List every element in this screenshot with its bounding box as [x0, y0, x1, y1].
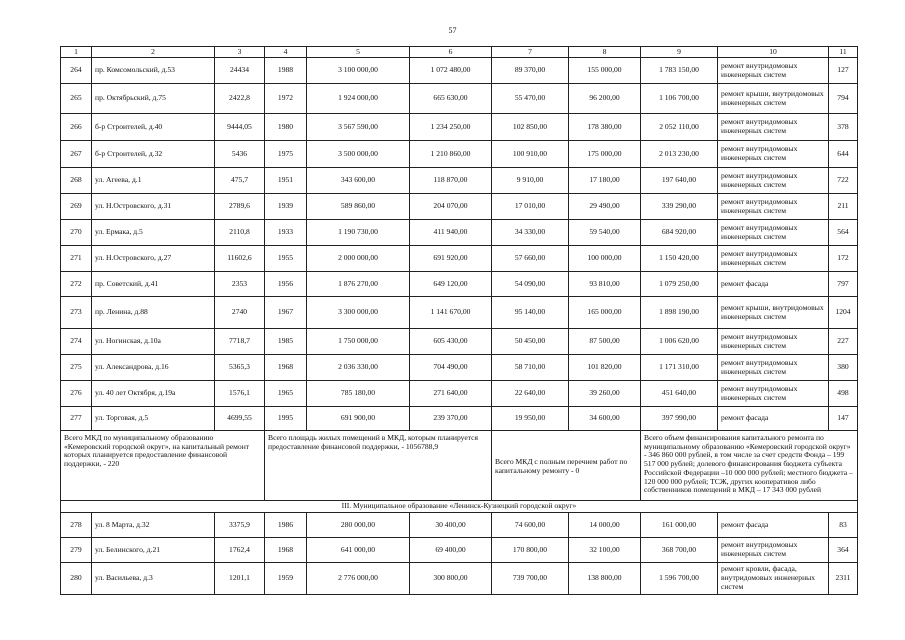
- regional-budget-cell: 9 910,00: [492, 168, 569, 194]
- table-row: [61, 381, 858, 407]
- total-cost-cell: 691 900,00: [307, 407, 410, 431]
- address-cell: б-р Строителей, д.40: [92, 114, 215, 141]
- local-budget-cell: 96 200,00: [569, 84, 641, 114]
- total-cost-cell: 1 750 000,00: [307, 329, 410, 355]
- regional-budget-cell: 50 450,00: [492, 329, 569, 355]
- column-number: 10: [718, 47, 829, 58]
- year-cell: 1968: [265, 538, 307, 563]
- area-cell: 5365,3: [215, 355, 265, 381]
- area-cell: 2789,6: [215, 194, 265, 220]
- summary-row: [61, 431, 858, 501]
- column-number: 8: [569, 47, 641, 58]
- column-number: 6: [410, 47, 492, 58]
- owners-cell: 197 640,00: [641, 168, 718, 194]
- local-budget-cell: 175 000,00: [569, 141, 641, 168]
- work-type-cell: ремонт внутридомовых инженерных систем: [718, 246, 829, 272]
- work-type-cell: ремонт внутридомовых инженерных систем: [718, 355, 829, 381]
- fund-cell: 649 120,00: [410, 272, 492, 297]
- row-number: 267: [61, 141, 92, 168]
- column-number: 2: [92, 47, 215, 58]
- area-cell: 2110,8: [215, 220, 265, 246]
- column-number: 4: [265, 47, 307, 58]
- row-number: 266: [61, 114, 92, 141]
- owners-cell: 1 079 250,00: [641, 272, 718, 297]
- address-cell: ул. Н.Островского, д.31: [92, 194, 215, 220]
- total-cost-cell: 3 300 000,00: [307, 297, 410, 329]
- residents-cell: 1204: [829, 297, 858, 329]
- year-cell: 1959: [265, 563, 307, 595]
- address-cell: ул. 40 лет Октября, д.19а: [92, 381, 215, 407]
- regional-budget-cell: 22 640,00: [492, 381, 569, 407]
- table-row: [61, 563, 858, 595]
- area-cell: 2353: [215, 272, 265, 297]
- total-cost-cell: 1 924 000,00: [307, 84, 410, 114]
- fund-cell: 30 400,00: [410, 513, 492, 538]
- owners-cell: 1 783 150,00: [641, 58, 718, 84]
- area-cell: 1576,1: [215, 381, 265, 407]
- year-cell: 1975: [265, 141, 307, 168]
- table-row: [61, 114, 858, 141]
- regional-budget-cell: 19 950,00: [492, 407, 569, 431]
- regional-budget-cell: 55 470,00: [492, 84, 569, 114]
- local-budget-cell: 165 000,00: [569, 297, 641, 329]
- residents-cell: 147: [829, 407, 858, 431]
- row-number: 279: [61, 538, 92, 563]
- local-budget-cell: 178 380,00: [569, 114, 641, 141]
- work-type-cell: ремонт внутридомовых инженерных систем: [718, 538, 829, 563]
- row-number: 269: [61, 194, 92, 220]
- fund-cell: 239 370,00: [410, 407, 492, 431]
- row-number: 278: [61, 513, 92, 538]
- year-cell: 1955: [265, 246, 307, 272]
- work-type-cell: ремонт внутридомовых инженерных систем: [718, 58, 829, 84]
- table-row: [61, 84, 858, 114]
- fund-cell: 605 430,00: [410, 329, 492, 355]
- summary-full-list: Всего МКД с полным перечнем работ по капитальному ремонту - 0: [492, 431, 641, 501]
- address-cell: ул. Агеева, д.1: [92, 168, 215, 194]
- table-row: [61, 297, 858, 329]
- total-cost-cell: 3 500 000,00: [307, 141, 410, 168]
- fund-cell: 118 870,00: [410, 168, 492, 194]
- year-cell: 1956: [265, 272, 307, 297]
- owners-cell: 397 990,00: [641, 407, 718, 431]
- local-budget-cell: 138 800,00: [569, 563, 641, 595]
- table-row: [61, 58, 858, 84]
- area-cell: 7718,7: [215, 329, 265, 355]
- column-number-row: [61, 47, 858, 58]
- year-cell: 1968: [265, 355, 307, 381]
- residents-cell: 364: [829, 538, 858, 563]
- area-cell: 475,7: [215, 168, 265, 194]
- year-cell: 1980: [265, 114, 307, 141]
- column-number: 5: [307, 47, 410, 58]
- total-cost-cell: 2 000 000,00: [307, 246, 410, 272]
- owners-cell: 1 006 620,00: [641, 329, 718, 355]
- fund-cell: 204 070,00: [410, 194, 492, 220]
- area-cell: 11602,6: [215, 246, 265, 272]
- local-budget-cell: 59 540,00: [569, 220, 641, 246]
- total-cost-cell: 3 567 590,00: [307, 114, 410, 141]
- summary-financing: Всего объем финансирования капитального ремонта по муниципальному образованию «Кемеровский городской округ» - 346 860 000 рублей, в том числе за счет средств Фонда – 199 517 000 рублей; долевого финансирования бюджета субъекта Российской Федерации –10 000 000 рублей; местного бюджета – 120 000 000 рублей; ТСЖ, других кооперативов либо собственников помещений в МКД – 17 343 000 рублей: [641, 431, 858, 501]
- area-cell: 5436: [215, 141, 265, 168]
- regional-budget-cell: 100 910,00: [492, 141, 569, 168]
- local-budget-cell: 93 810,00: [569, 272, 641, 297]
- address-cell: пр. Комсомольский, д.53: [92, 58, 215, 84]
- column-number: 7: [492, 47, 569, 58]
- repair-program-table: [60, 46, 858, 595]
- owners-cell: 161 000,00: [641, 513, 718, 538]
- work-type-cell: ремонт внутридомовых инженерных систем: [718, 168, 829, 194]
- owners-cell: 1 171 310,00: [641, 355, 718, 381]
- owners-cell: 684 920,00: [641, 220, 718, 246]
- table-row: [61, 168, 858, 194]
- year-cell: 1939: [265, 194, 307, 220]
- fund-cell: 300 800,00: [410, 563, 492, 595]
- row-number: 273: [61, 297, 92, 329]
- summary-area: Всего площадь жилых помещений в МКД, которым планируется предоставление финансовой поддержки, - 1056788,9: [265, 431, 492, 501]
- total-cost-cell: 641 000,00: [307, 538, 410, 563]
- owners-cell: 2 052 110,00: [641, 114, 718, 141]
- column-number: 3: [215, 47, 265, 58]
- residents-cell: 211: [829, 194, 858, 220]
- address-cell: ул. Н.Островского, д.27: [92, 246, 215, 272]
- row-number: 271: [61, 246, 92, 272]
- local-budget-cell: 100 000,00: [569, 246, 641, 272]
- year-cell: 1951: [265, 168, 307, 194]
- area-cell: 9444,05: [215, 114, 265, 141]
- fund-cell: 1 072 480,00: [410, 58, 492, 84]
- year-cell: 1965: [265, 381, 307, 407]
- regional-budget-cell: 58 710,00: [492, 355, 569, 381]
- regional-budget-cell: 74 600,00: [492, 513, 569, 538]
- total-cost-cell: 1 876 270,00: [307, 272, 410, 297]
- residents-cell: 83: [829, 513, 858, 538]
- row-number: 274: [61, 329, 92, 355]
- work-type-cell: ремонт фасада: [718, 407, 829, 431]
- table-row: [61, 355, 858, 381]
- total-cost-cell: 785 180,00: [307, 381, 410, 407]
- address-cell: б-р Строителей, д.32: [92, 141, 215, 168]
- owners-cell: 2 013 230,00: [641, 141, 718, 168]
- fund-cell: 1 234 250,00: [410, 114, 492, 141]
- table-row: [61, 513, 858, 538]
- total-cost-cell: 589 860,00: [307, 194, 410, 220]
- table-row: [61, 194, 858, 220]
- owners-cell: 451 640,00: [641, 381, 718, 407]
- section-title: III. Муниципальное образование «Ленинск-Кузнецкий городской округ»: [61, 501, 858, 513]
- table-row: [61, 272, 858, 297]
- area-cell: 2422,8: [215, 84, 265, 114]
- residents-cell: 644: [829, 141, 858, 168]
- total-cost-cell: 3 100 000,00: [307, 58, 410, 84]
- address-cell: ул. Ермака, д.5: [92, 220, 215, 246]
- work-type-cell: ремонт фасада: [718, 513, 829, 538]
- fund-cell: 1 141 670,00: [410, 297, 492, 329]
- address-cell: ул. Васильева, д.3: [92, 563, 215, 595]
- work-type-cell: ремонт внутридомовых инженерных систем: [718, 381, 829, 407]
- page-number: 57: [448, 26, 457, 35]
- local-budget-cell: 155 000,00: [569, 58, 641, 84]
- row-number: 268: [61, 168, 92, 194]
- residents-cell: 227: [829, 329, 858, 355]
- residents-cell: 498: [829, 381, 858, 407]
- residents-cell: 127: [829, 58, 858, 84]
- work-type-cell: ремонт внутридомовых инженерных систем: [718, 329, 829, 355]
- address-cell: пр. Ленина, д.88: [92, 297, 215, 329]
- residents-cell: 380: [829, 355, 858, 381]
- owners-cell: 1 596 700,00: [641, 563, 718, 595]
- residents-cell: 794: [829, 84, 858, 114]
- local-budget-cell: 14 000,00: [569, 513, 641, 538]
- regional-budget-cell: 739 700,00: [492, 563, 569, 595]
- table-row: [61, 538, 858, 563]
- table-row: [61, 246, 858, 272]
- residents-cell: 797: [829, 272, 858, 297]
- table-row: [61, 329, 858, 355]
- local-budget-cell: 17 180,00: [569, 168, 641, 194]
- work-type-cell: ремонт внутридомовых инженерных систем: [718, 194, 829, 220]
- residents-cell: 172: [829, 246, 858, 272]
- year-cell: 1995: [265, 407, 307, 431]
- fund-cell: 1 210 860,00: [410, 141, 492, 168]
- area-cell: 1201,1: [215, 563, 265, 595]
- fund-cell: 271 640,00: [410, 381, 492, 407]
- table-row: [61, 220, 858, 246]
- owners-cell: 339 290,00: [641, 194, 718, 220]
- column-number: 11: [829, 47, 858, 58]
- regional-budget-cell: 57 660,00: [492, 246, 569, 272]
- regional-budget-cell: 95 140,00: [492, 297, 569, 329]
- year-cell: 1972: [265, 84, 307, 114]
- residents-cell: 722: [829, 168, 858, 194]
- fund-cell: 411 940,00: [410, 220, 492, 246]
- total-cost-cell: 2 036 330,00: [307, 355, 410, 381]
- year-cell: 1985: [265, 329, 307, 355]
- address-cell: ул. Торговая, д.5: [92, 407, 215, 431]
- row-number: 277: [61, 407, 92, 431]
- owners-cell: 1 106 700,00: [641, 84, 718, 114]
- fund-cell: 665 630,00: [410, 84, 492, 114]
- work-type-cell: ремонт внутридомовых инженерных систем: [718, 141, 829, 168]
- area-cell: 2740: [215, 297, 265, 329]
- fund-cell: 691 920,00: [410, 246, 492, 272]
- summary-count: Всего МКД по муниципальному образованию «Кемеровский городской округ», на капитальный ремонт которых планируется предоставление финансовой поддержки, - 220: [61, 431, 265, 501]
- fund-cell: 69 400,00: [410, 538, 492, 563]
- year-cell: 1986: [265, 513, 307, 538]
- local-budget-cell: 34 600,00: [569, 407, 641, 431]
- address-cell: ул. Александрова, д.16: [92, 355, 215, 381]
- regional-budget-cell: 102 850,00: [492, 114, 569, 141]
- row-number: 264: [61, 58, 92, 84]
- residents-cell: 378: [829, 114, 858, 141]
- year-cell: 1933: [265, 220, 307, 246]
- regional-budget-cell: 17 010,00: [492, 194, 569, 220]
- work-type-cell: ремонт крыши, внутридомовых инженерных систем: [718, 297, 829, 329]
- address-cell: пр. Октябрьский, д.75: [92, 84, 215, 114]
- total-cost-cell: 343 600,00: [307, 168, 410, 194]
- total-cost-cell: 280 000,00: [307, 513, 410, 538]
- local-budget-cell: 32 100,00: [569, 538, 641, 563]
- area-cell: 1762,4: [215, 538, 265, 563]
- table-body: [61, 47, 858, 595]
- work-type-cell: ремонт внутридомовых инженерных систем: [718, 114, 829, 141]
- owners-cell: 1 898 190,00: [641, 297, 718, 329]
- work-type-cell: ремонт кровли, фасада, внутридомовых инженерных систем: [718, 563, 829, 595]
- table-row: [61, 407, 858, 431]
- column-number: 1: [61, 47, 92, 58]
- owners-cell: 368 700,00: [641, 538, 718, 563]
- row-number: 270: [61, 220, 92, 246]
- row-number: 272: [61, 272, 92, 297]
- year-cell: 1967: [265, 297, 307, 329]
- regional-budget-cell: 170 800,00: [492, 538, 569, 563]
- address-cell: пр. Советский, д.41: [92, 272, 215, 297]
- work-type-cell: ремонт внутридомовых инженерных систем: [718, 220, 829, 246]
- owners-cell: 1 150 420,00: [641, 246, 718, 272]
- row-number: 275: [61, 355, 92, 381]
- column-number: 9: [641, 47, 718, 58]
- area-cell: 3375,9: [215, 513, 265, 538]
- total-cost-cell: 1 190 730,00: [307, 220, 410, 246]
- local-budget-cell: 101 820,00: [569, 355, 641, 381]
- residents-cell: 2311: [829, 563, 858, 595]
- regional-budget-cell: 54 090,00: [492, 272, 569, 297]
- row-number: 280: [61, 563, 92, 595]
- year-cell: 1988: [265, 58, 307, 84]
- local-budget-cell: 29 490,00: [569, 194, 641, 220]
- address-cell: ул. Ногинская, д.10а: [92, 329, 215, 355]
- fund-cell: 704 490,00: [410, 355, 492, 381]
- work-type-cell: ремонт крыши, внутридомовых инженерных систем: [718, 84, 829, 114]
- address-cell: ул. 8 Марта, д.32: [92, 513, 215, 538]
- regional-budget-cell: 89 370,00: [492, 58, 569, 84]
- row-number: 276: [61, 381, 92, 407]
- area-cell: 4699,55: [215, 407, 265, 431]
- total-cost-cell: 2 776 000,00: [307, 563, 410, 595]
- local-budget-cell: 87 500,00: [569, 329, 641, 355]
- table-row: [61, 141, 858, 168]
- work-type-cell: ремонт фасада: [718, 272, 829, 297]
- section-row: [61, 501, 858, 513]
- address-cell: ул. Белинского, д.21: [92, 538, 215, 563]
- area-cell: 24434: [215, 58, 265, 84]
- residents-cell: 564: [829, 220, 858, 246]
- local-budget-cell: 39 260,00: [569, 381, 641, 407]
- row-number: 265: [61, 84, 92, 114]
- regional-budget-cell: 34 330,00: [492, 220, 569, 246]
